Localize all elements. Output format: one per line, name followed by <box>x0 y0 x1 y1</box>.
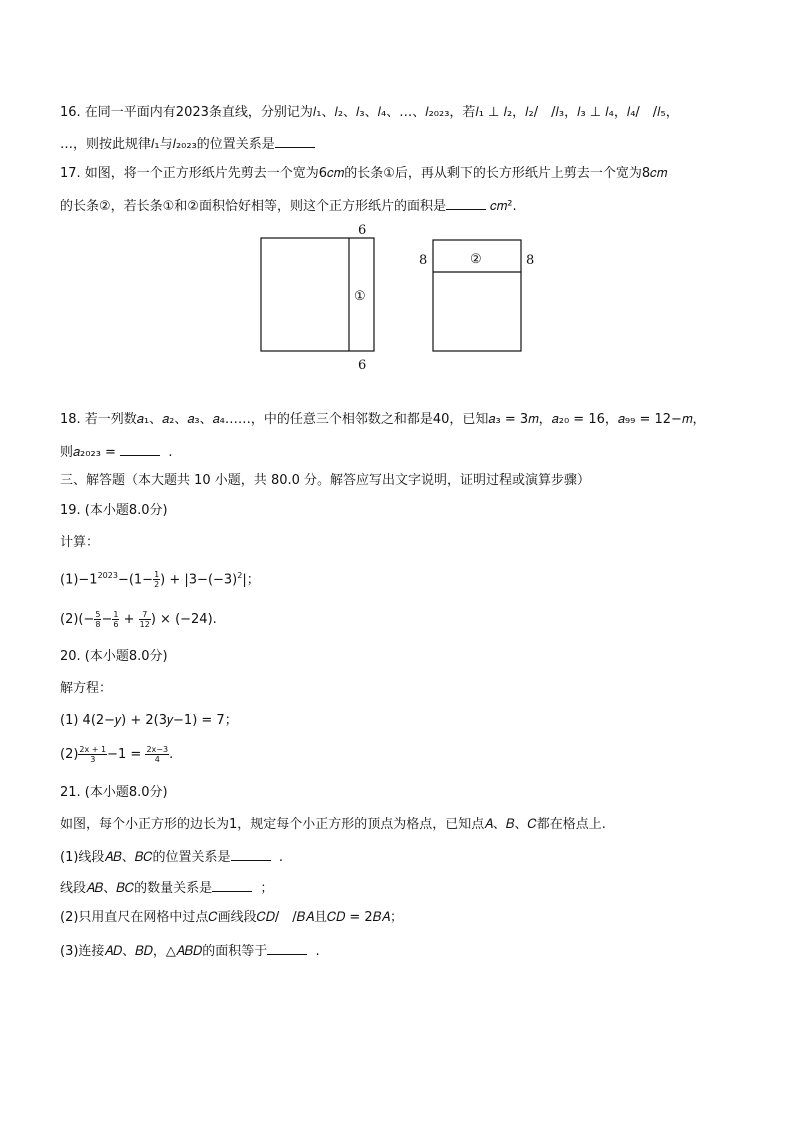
q20-part-1: (1) 4(2−𝑦) + 2(3𝑦−1) = 7； <box>60 713 238 728</box>
right-rect-figure <box>419 240 534 351</box>
left-top-label: 6 <box>358 223 367 238</box>
q21-p1b-semicolon: ； <box>260 881 274 896</box>
q19-p2-b: − <box>101 612 113 627</box>
q19-part-2 <box>60 610 217 630</box>
strip-2-label: ② <box>470 252 482 267</box>
q19-p1-d: |； <box>242 572 260 588</box>
q19-intro: 计算： <box>60 535 100 550</box>
q19-p1-fraction: $\frac{1}{2}$ <box>154 570 160 590</box>
q21-p3-blank <box>267 940 307 955</box>
q20-p2-b: −1 = <box>107 747 146 762</box>
q16-line-1: 16. 在同一平面内有2023条直线，分别记为𝑙₁、𝑙₂、𝑙₃、𝑙₄、…、𝑙₂₀₂₃，若𝑙₁ ⊥ 𝑙₂，𝑙₂/ /𝑙₃，𝑙₃ ⊥ 𝑙₄，𝑙₄/ /𝑙₅， <box>60 105 679 120</box>
q19-p1-b: −(1− <box>117 572 154 588</box>
q17-line-2-text: 的长条②，若长条①和②面积恰好相等，则这个正方形纸片的面积是 <box>60 199 446 214</box>
q20-p2-fraction-2: $\frac{2x-3}{4}$ <box>146 745 169 764</box>
right-right-label: 8 <box>526 253 535 268</box>
q18-period: . <box>168 445 173 460</box>
q21-part-1 <box>60 846 283 868</box>
q21-intro: 如图，每个小正方形的边长为1，规定每个小正方形的顶点为格点，已知点𝐴、𝐵、𝐶都在格点上. <box>60 817 606 832</box>
q18-answer-blank <box>120 441 160 456</box>
q20-p2-a: (2) <box>60 747 79 762</box>
q21-p3-period: . <box>315 944 320 959</box>
left-square-figure <box>261 223 374 373</box>
q18-line-2-text: 则𝑎₂₀₂₃ = <box>60 445 116 460</box>
q21-p1-blank <box>231 846 271 861</box>
q20-title: 20. (本小题8.0分) <box>60 649 168 664</box>
q19-p2-a: (2)(− <box>60 612 95 627</box>
q20-p2-c: . <box>169 747 174 762</box>
q21-p1-period: . <box>278 850 283 865</box>
q19-p1-c: ) + |3−(−3) <box>160 572 238 588</box>
q21-p3-text: (3)连接𝐴𝐷、𝐵𝐷，△𝐴𝐵𝐷的面积等于 <box>60 944 268 959</box>
right-left-label: 8 <box>419 253 428 268</box>
q17-unit: 𝑐𝑚² <box>490 199 513 214</box>
q18-line-1: 18. 若一列数𝑎₁、𝑎₂、𝑎₃、𝑎₄……，中的任意三个相邻数之和都是40，已知𝑎₃ = 3𝑚，𝑎₂₀ = 16，𝑎₉₉ = 12−𝑚， <box>60 412 706 427</box>
q20-p2-fraction-1: $\frac{2x + 1}{3}$ <box>79 745 107 764</box>
q21-part-2: (2)只用直尺在网格中过点𝐶画线段𝐶𝐷/ /𝐵𝐴且𝐶𝐷 = 2𝐵𝐴； <box>60 910 403 925</box>
strip-1-label: ① <box>354 289 366 304</box>
q17-figure <box>0 0 794 400</box>
q19-part-1 <box>60 566 260 590</box>
q20-part-2 <box>60 745 173 765</box>
q17-line-1: 17. 如图，将一个正方形纸片先剪去一个宽为6𝑐𝑚的长条①后，再从剩下的长方形纸片上剪去一个宽为8𝑐𝑚 <box>60 166 668 181</box>
q20-intro: 解方程： <box>60 681 113 696</box>
left-bottom-label: 6 <box>358 358 367 373</box>
q19-p1-exponent-2: 2 <box>237 571 243 580</box>
q19-p1-a: (1)−1 <box>60 572 98 588</box>
q19-p2-fraction-2: $\frac{1}{6}$ <box>113 610 119 629</box>
q19-p2-c: + <box>119 612 139 627</box>
q19-title: 19. (本小题8.0分) <box>60 503 168 518</box>
q21-part-3 <box>60 940 320 962</box>
section-3-heading: 三、解答题（本大题共 10 小题，共 80.0 分。解答应写出文字说明，证明过程或演算步骤） <box>60 473 591 488</box>
q19-p1-exponent: 2023 <box>97 571 118 580</box>
q19-p2-fraction-1: $\frac{5}{8}$ <box>95 610 101 629</box>
q16-line-2-text: …，则按此规律𝑙₁与𝑙₂₀₂₃的位置关系是 <box>60 137 275 152</box>
q19-p2-fraction-3: $\frac{7}{12}$ <box>139 610 150 629</box>
q17-period: . <box>512 199 517 214</box>
q21-part-1b <box>60 877 273 899</box>
q21-p1b-text: 线段𝐴𝐵、𝐵𝐶的数量关系是 <box>60 881 213 896</box>
q19-p2-d: ) × (−24). <box>150 612 217 627</box>
q21-p1b-blank <box>212 877 252 892</box>
q18-line-2 <box>60 441 172 463</box>
q21-title: 21. (本小题8.0分) <box>60 785 168 800</box>
q21-p1-text: (1)线段𝐴𝐵、𝐵𝐶的位置关系是 <box>60 850 231 865</box>
